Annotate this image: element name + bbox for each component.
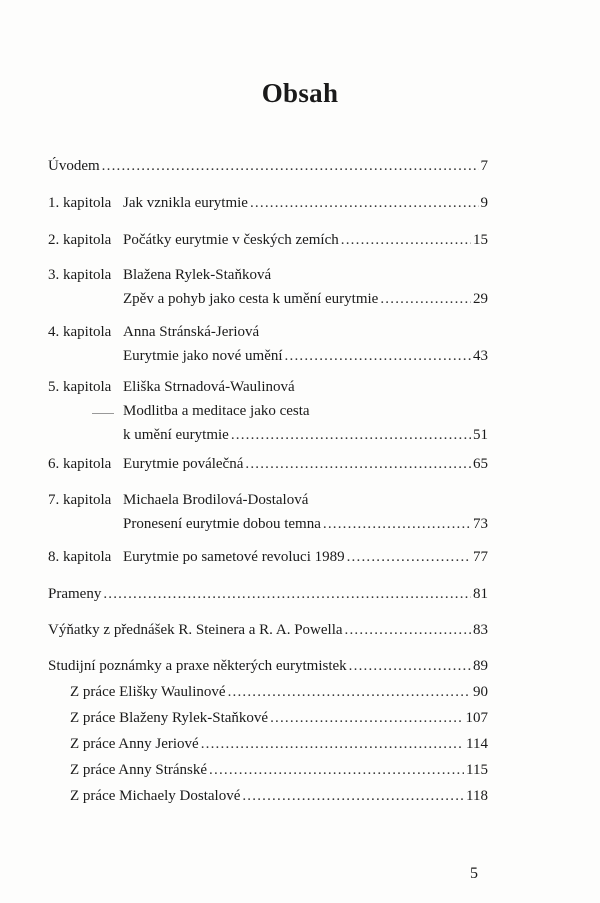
toc-entry-label: Počátky eurytmie v českých zemích bbox=[123, 232, 339, 248]
toc-subentry bbox=[48, 758, 488, 782]
dot-leader bbox=[341, 228, 471, 252]
chapter-number: 5. kapitola bbox=[48, 379, 112, 395]
toc-entry-label: Studijní poznámky a praxe některých eurytmistek bbox=[48, 658, 347, 674]
chapter-number: 7. kapitola bbox=[48, 492, 112, 508]
toc-subentry bbox=[48, 784, 488, 808]
toc-page-number: 118 bbox=[466, 788, 488, 804]
toc-page-number: 89 bbox=[473, 658, 488, 674]
toc-subentry bbox=[48, 732, 488, 756]
toc-subentry-label: Z práce Blaženy Rylek-Staňkové bbox=[70, 710, 269, 726]
toc-entry-chapter-7 bbox=[48, 488, 488, 536]
dot-leader bbox=[201, 732, 464, 756]
toc-page-number: 81 bbox=[473, 586, 488, 602]
dot-leader bbox=[231, 423, 471, 447]
toc-entry-author: Michaela Brodilová-Dostalová bbox=[123, 492, 309, 508]
toc-entry-chapter-3 bbox=[48, 263, 488, 311]
toc-entry-label: Eurytmie po sametové revoluci 1989 bbox=[123, 549, 345, 565]
dot-leader bbox=[270, 706, 463, 730]
toc-entry-chapter-1 bbox=[48, 191, 488, 215]
dot-leader bbox=[250, 191, 479, 215]
toc-entry-studijni-poznamky bbox=[48, 654, 488, 678]
toc-entry-label: Prameny bbox=[48, 586, 102, 602]
chapter-number: 2. kapitola bbox=[48, 232, 112, 248]
dot-leader bbox=[102, 154, 479, 178]
toc-page-number: 7 bbox=[480, 158, 488, 174]
toc-entry-uvodem bbox=[48, 154, 488, 178]
toc-entry-prameny bbox=[48, 582, 488, 606]
toc-subentry-label: Z práce Anny Stránské bbox=[70, 762, 208, 778]
toc-page-number: 65 bbox=[473, 456, 488, 472]
page-title: Obsah bbox=[261, 78, 339, 108]
toc-subentry-label: Z práce Elišky Waulinové bbox=[70, 684, 226, 700]
toc-page-number: 77 bbox=[473, 549, 488, 565]
toc-entry-label: Úvodem bbox=[48, 158, 100, 174]
toc-entry-label: Zpěv a pohyb jako cesta k umění eurytmie bbox=[123, 291, 379, 307]
toc-subentry-label: Z práce Anny Jeriové bbox=[70, 736, 199, 752]
dot-leader bbox=[347, 545, 471, 569]
toc-entry-chapter-8 bbox=[48, 545, 488, 569]
toc-subentry-label: Z práce Michaely Dostalové bbox=[70, 788, 241, 804]
toc-page-number: 43 bbox=[473, 348, 488, 364]
dot-leader bbox=[242, 784, 464, 808]
folio-page-number: 5 bbox=[470, 865, 478, 882]
dot-leader bbox=[380, 287, 471, 311]
toc-entry-chapter-5 bbox=[48, 375, 488, 447]
toc-page-number: 114 bbox=[466, 736, 488, 752]
toc-page-number: 90 bbox=[473, 684, 488, 700]
toc-page-number: 107 bbox=[465, 710, 488, 726]
toc-entry-label: Výňatky z přednášek R. Steinera a R. A. Powella bbox=[48, 622, 343, 638]
dot-leader bbox=[245, 452, 471, 476]
toc-entry-author: Eliška Strnadová-Waulinová bbox=[123, 379, 295, 395]
toc-subentry bbox=[48, 680, 488, 704]
chapter-number: 8. kapitola bbox=[48, 549, 112, 565]
toc-page-number: 115 bbox=[466, 762, 488, 778]
dot-leader bbox=[103, 582, 471, 606]
dot-leader bbox=[349, 654, 471, 678]
toc-page-number: 73 bbox=[473, 516, 488, 532]
chapter-number: 6. kapitola bbox=[48, 456, 112, 472]
dot-leader bbox=[228, 680, 471, 704]
dot-leader bbox=[345, 618, 471, 642]
toc-entry-label: Pronesení eurytmie dobou temna bbox=[123, 516, 321, 532]
toc-entry-chapter-6 bbox=[48, 452, 488, 476]
toc-entry-chapter-4 bbox=[48, 320, 488, 368]
dot-leader bbox=[285, 344, 471, 368]
stray-mark bbox=[92, 413, 114, 414]
dot-leader bbox=[323, 512, 471, 536]
toc-entry-vynatky bbox=[48, 618, 488, 642]
toc-entry-label-continued: k umění eurytmie bbox=[123, 427, 229, 443]
toc-entry-author: Anna Stránská-Jeriová bbox=[123, 324, 260, 340]
toc-entry-label: Eurytmie jako nové umění bbox=[123, 348, 283, 364]
toc-entry-author: Blažena Rylek-Staňková bbox=[123, 267, 272, 283]
toc-page-number: 9 bbox=[480, 195, 488, 211]
toc-page-number: 83 bbox=[473, 622, 488, 638]
chapter-number: 4. kapitola bbox=[48, 324, 112, 340]
toc-subentry bbox=[48, 706, 488, 730]
toc-page-number: 51 bbox=[473, 427, 488, 443]
toc-entry-chapter-2 bbox=[48, 228, 488, 252]
chapter-number: 3. kapitola bbox=[48, 267, 112, 283]
toc-entry-label: Eurytmie poválečná bbox=[123, 456, 244, 472]
dot-leader bbox=[209, 758, 464, 782]
toc-entry-label: Jak vznikla eurytmie bbox=[123, 195, 248, 211]
toc-page-number: 15 bbox=[473, 232, 488, 248]
chapter-number: 1. kapitola bbox=[48, 195, 112, 211]
toc-entry-label: Modlitba a meditace jako cesta bbox=[123, 403, 310, 419]
toc-page-number: 29 bbox=[473, 291, 488, 307]
